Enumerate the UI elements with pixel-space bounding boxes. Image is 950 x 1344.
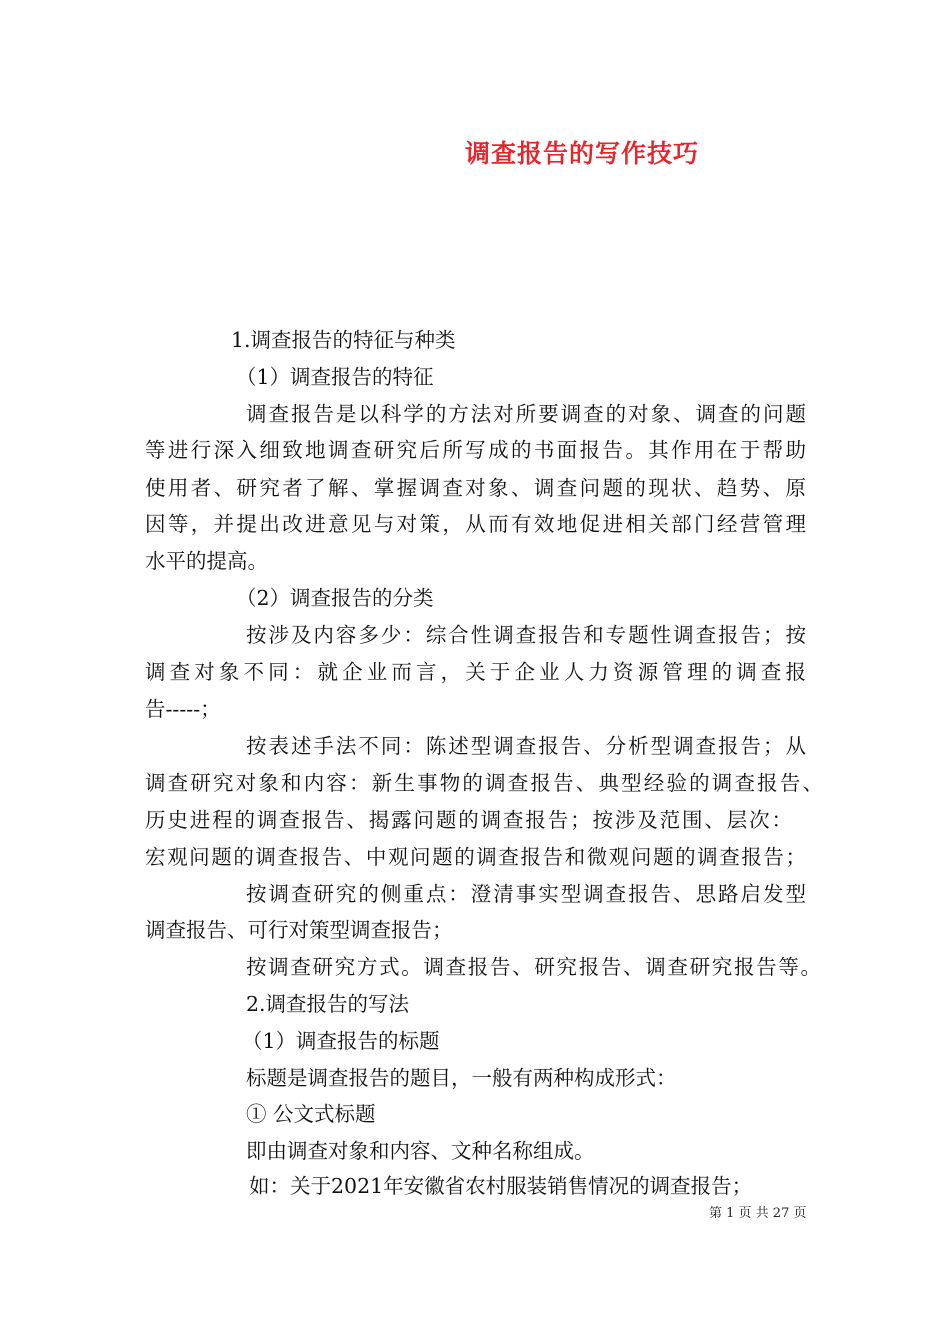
paragraph-line: 如：关于2021年安徽省农村服装销售情况的调查报告； <box>249 1174 753 1198</box>
paragraph-line: 按表述手法不同：陈述型调查报告、分析型调查报告；从 <box>246 734 806 758</box>
section-heading-1: 1.调查报告的特征与种类 <box>231 328 456 352</box>
document-title: 调查报告的写作技巧 <box>464 139 699 168</box>
paragraph-line: 按涉及内容多少：综合性调查报告和专题性调查报告；按 <box>246 623 806 647</box>
paragraph-line: 告-----； <box>145 697 221 721</box>
paragraph-line: 按调查研究的侧重点：澄清事实型调查报告、思路启发型 <box>246 882 806 906</box>
paragraph-line: 使用者、研究者了解、掌握调查对象、调查问题的现状、趋势、原 <box>145 476 806 500</box>
paragraph-line: 历史进程的调查报告、揭露问题的调查报告；按涉及范围、层次： <box>145 808 792 832</box>
paragraph-line: 标题是调查报告的题目，一般有两种构成形式： <box>246 1066 677 1090</box>
paragraph-line: 因等，并提出改进意见与对策，从而有效地促进相关部门经营管理 <box>145 512 806 536</box>
paragraph-line: 调查报告是以科学的方法对所要调查的对象、调查的问题 <box>246 402 806 426</box>
subsection-heading-1-1: （1）调查报告的特征 <box>236 365 434 389</box>
paragraph-line: 按调查研究方式。调查报告、研究报告、调查研究报告等。 <box>246 955 821 979</box>
subsection-heading-2-1: （1）调查报告的标题 <box>242 1029 440 1053</box>
subsection-heading-1-2: （2）调查报告的分类 <box>236 586 434 610</box>
paragraph-line: 水平的提高。 <box>145 549 268 573</box>
paragraph-line: 调查报告、可行对策型调查报告； <box>145 918 453 942</box>
paragraph-line: 即由调查对象和内容、文种名称组成。 <box>246 1139 595 1163</box>
page-footer: 第 1 页 共 27 页 <box>709 1206 807 1221</box>
paragraph-line: 等进行深入细致地调查研究后所写成的书面报告。其作用在于帮助 <box>145 438 806 462</box>
paragraph-line: 宏观问题的调查报告、中观问题的调查报告和微观问题的调查报告； <box>145 845 806 869</box>
list-item-heading: ① 公文式标题 <box>246 1102 376 1126</box>
paragraph-line: 调查研究对象和内容：新生事物的调查报告、典型经验的调查报告、 <box>145 771 823 795</box>
section-heading-2: 2.调查报告的写法 <box>246 992 410 1016</box>
paragraph-line: 调查对象不同：就企业而言，关于企业人力资源管理的调查报 <box>145 660 806 684</box>
